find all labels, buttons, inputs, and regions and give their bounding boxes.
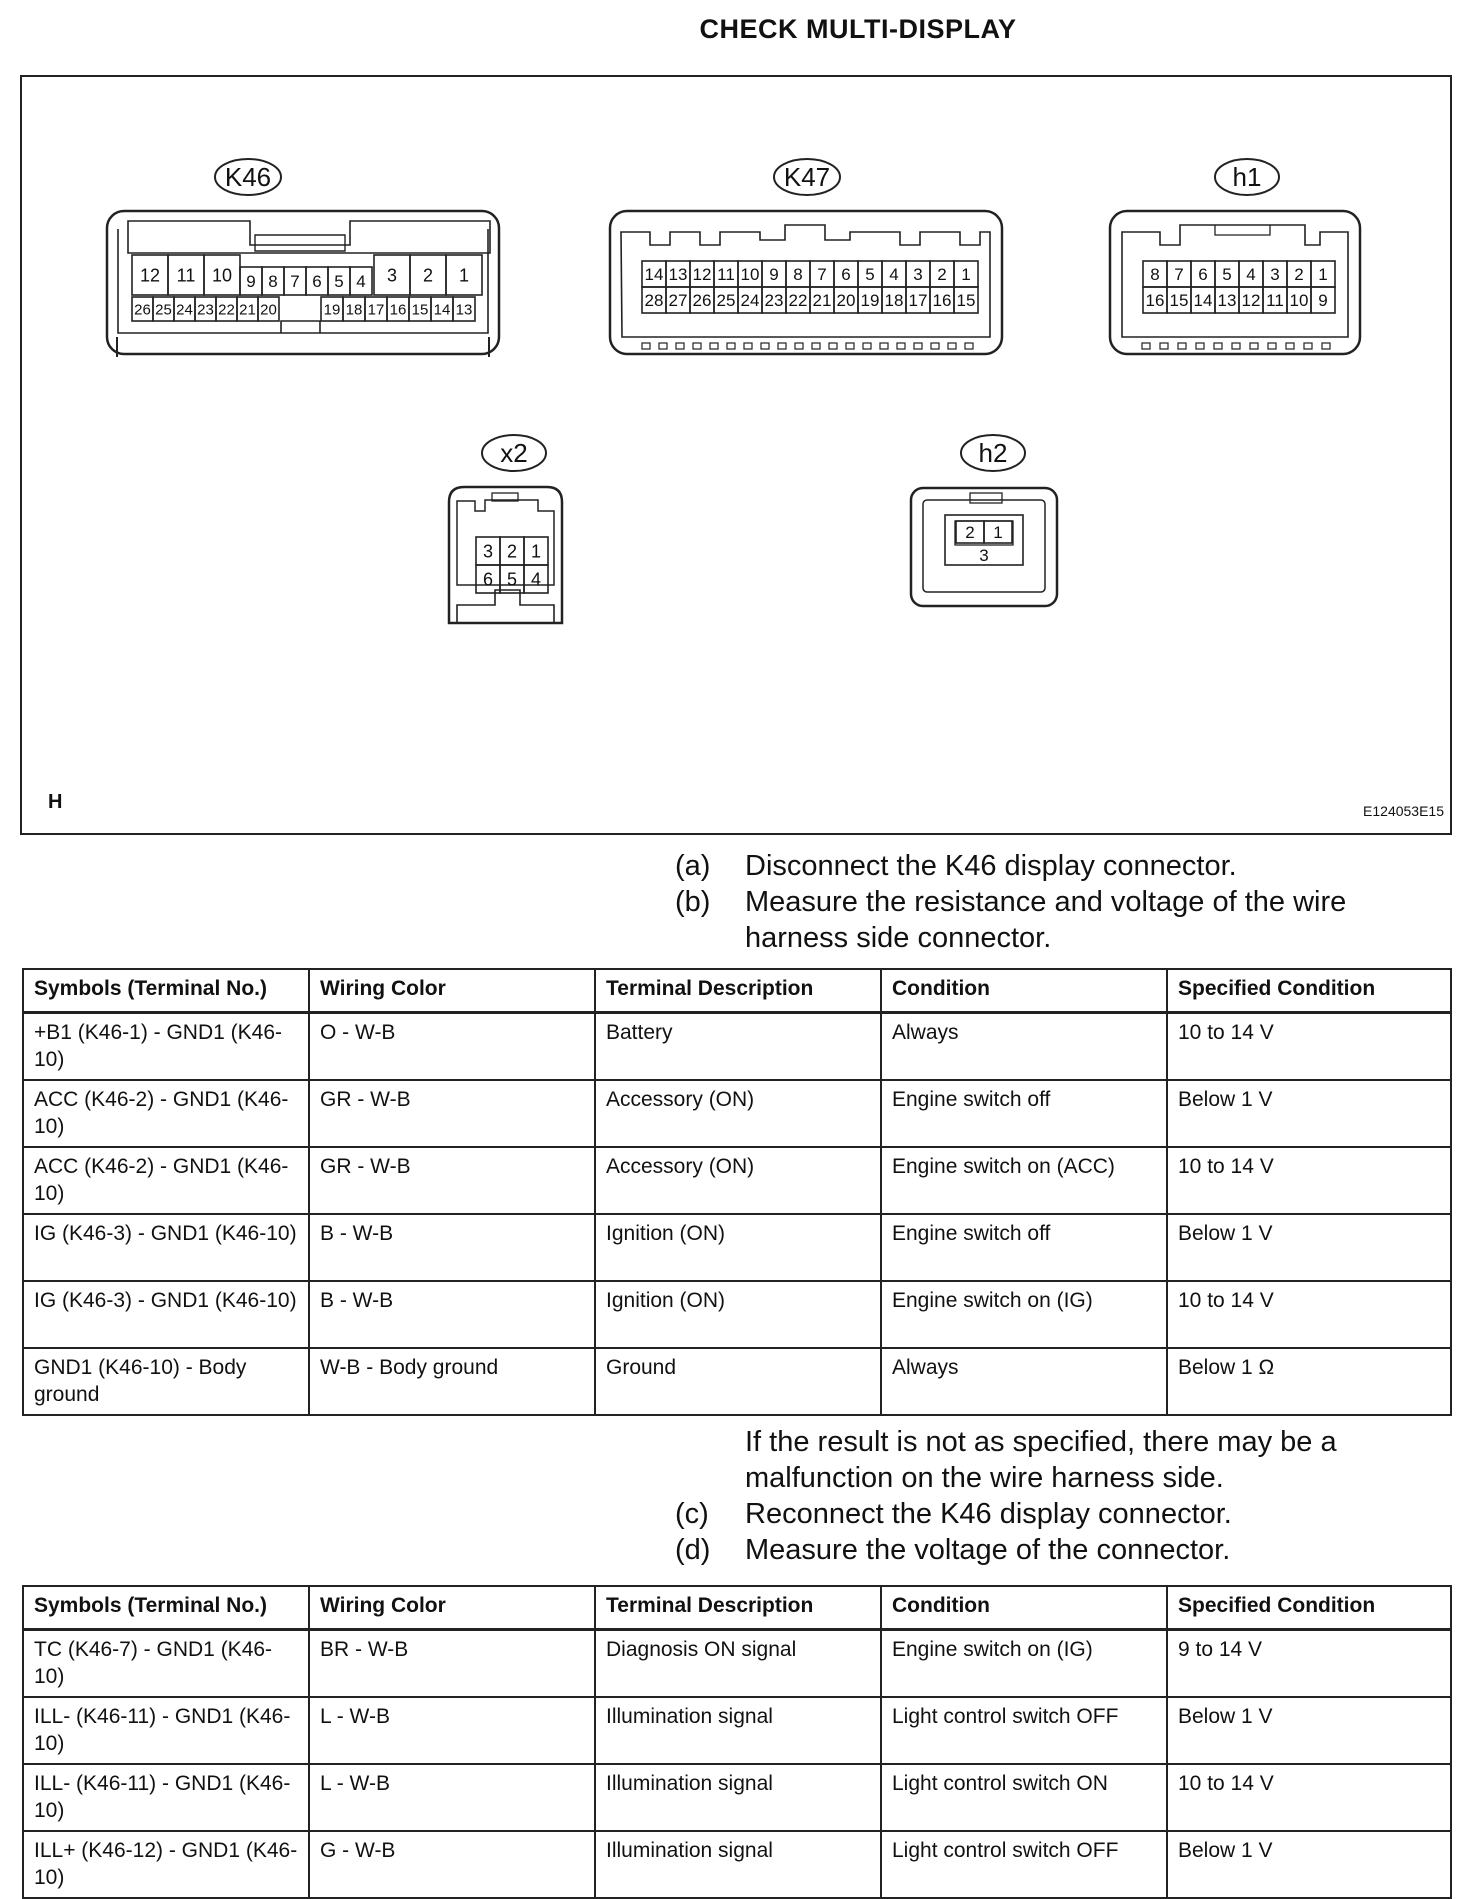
table-row xyxy=(23,1348,1451,1415)
table-cell: Engine switch on (IG) xyxy=(881,1281,1167,1348)
terminal-number: 28 xyxy=(644,291,664,311)
result-note: If the result is not as specified, there may be a malfunction on the wire harness side. xyxy=(745,1426,1337,1494)
table-cell: Ignition (ON) xyxy=(595,1281,881,1348)
terminal-number: 14 xyxy=(1193,291,1213,311)
table-row xyxy=(23,1214,1451,1281)
figure-corner-label: H xyxy=(48,791,63,813)
table-cell: 10 to 14 V xyxy=(1167,1764,1451,1831)
table-row xyxy=(23,1697,1451,1764)
connector-label-k47: K47 xyxy=(783,162,831,192)
terminal-number: 14 xyxy=(433,301,451,319)
terminal-number: 1 xyxy=(961,265,971,285)
terminal-number: 6 xyxy=(1198,265,1208,285)
terminal-number: 5 xyxy=(865,265,875,285)
terminal-number: 2 xyxy=(422,265,434,286)
terminal-number: 2 xyxy=(506,541,518,562)
terminal-number: 10 xyxy=(211,265,233,286)
steps-disconnect-measure xyxy=(675,848,1435,956)
connector-diagram xyxy=(20,75,1452,835)
terminal-number: 19 xyxy=(860,291,880,311)
terminal-number: 7 xyxy=(817,265,827,285)
table-cell: 10 to 14 V xyxy=(1167,1281,1451,1348)
table-cell: 10 to 14 V xyxy=(1167,1147,1451,1214)
table-cell: Always xyxy=(881,1013,1167,1081)
step-text: Measure the resistance and voltage of the wire harness side connector. xyxy=(745,886,1347,954)
terminal-number: 17 xyxy=(367,301,385,319)
terminal-number: 13 xyxy=(1217,291,1237,311)
terminal-number: 16 xyxy=(1145,291,1165,311)
terminal-number: 13 xyxy=(668,265,688,285)
table-cell: Light control switch OFF xyxy=(881,1697,1167,1764)
table-cell: Accessory (ON) xyxy=(595,1080,881,1147)
terminal-number: 4 xyxy=(356,272,366,292)
column-header: Condition xyxy=(881,969,1167,1013)
table-cell: ACC (K46-2) - GND1 (K46-10) xyxy=(23,1147,309,1214)
table-cell: Engine switch off xyxy=(881,1214,1167,1281)
terminal-number: 7 xyxy=(290,272,300,292)
table-cell: Below 1 V xyxy=(1167,1831,1451,1898)
figure-id: E124053E15 xyxy=(1363,803,1444,819)
column-header: Wiring Color xyxy=(309,1586,595,1630)
table-row xyxy=(23,1147,1451,1214)
terminal-number: 4 xyxy=(1246,265,1256,285)
terminal-number: 9 xyxy=(1318,291,1328,311)
terminal-number: 21 xyxy=(239,301,256,319)
table-cell: GND1 (K46-10) - Body ground xyxy=(23,1348,309,1415)
terminal-number: 7 xyxy=(1174,265,1184,285)
terminal-number: 22 xyxy=(218,301,235,319)
terminal-number: 8 xyxy=(268,272,278,292)
table-cell: Illumination signal xyxy=(595,1764,881,1831)
terminal-number: 12 xyxy=(692,265,712,285)
step-label: (c) xyxy=(675,1498,709,1530)
terminal-number: 16 xyxy=(932,291,952,311)
table-cell: Light control switch OFF xyxy=(881,1831,1167,1898)
step-item xyxy=(675,848,1435,884)
table-cell: L - W-B xyxy=(309,1697,595,1764)
terminal-number: 25 xyxy=(155,301,172,319)
table-cell: Below 1 V xyxy=(1167,1697,1451,1764)
step-text: Measure the voltage of the connector. xyxy=(745,1534,1231,1566)
table-cell: GR - W-B xyxy=(309,1147,595,1214)
step-text: Disconnect the K46 display connector. xyxy=(745,850,1237,882)
connector-x2-body xyxy=(449,487,562,623)
table-cell: Below 1 V xyxy=(1167,1214,1451,1281)
connector-label-k46: K46 xyxy=(224,162,272,192)
table-cell: Illumination signal xyxy=(595,1831,881,1898)
terminal-number: 24 xyxy=(740,291,760,311)
connector-label-h1: h1 xyxy=(1232,162,1262,192)
terminal-number: 1 xyxy=(530,541,542,562)
table-cell: Light control switch ON xyxy=(881,1764,1167,1831)
table-cell: Engine switch off xyxy=(881,1080,1167,1147)
table-cell: Accessory (ON) xyxy=(595,1147,881,1214)
terminal-number: 11 xyxy=(176,265,196,286)
terminal-number: 15 xyxy=(956,291,976,311)
terminal-number: 20 xyxy=(836,291,856,311)
terminal-number: 11 xyxy=(1266,291,1284,311)
table-cell: IG (K46-3) - GND1 (K46-10) xyxy=(23,1214,309,1281)
table-cell: Below 1 Ω xyxy=(1167,1348,1451,1415)
step-text: Reconnect the K46 display connector. xyxy=(745,1498,1232,1530)
terminal-number: 16 xyxy=(389,301,407,319)
terminal-number: 12 xyxy=(139,265,161,286)
table-cell: GR - W-B xyxy=(309,1080,595,1147)
column-header: Symbols (Terminal No.) xyxy=(23,1586,309,1630)
step-label: (b) xyxy=(675,886,711,918)
column-header: Terminal Description xyxy=(595,969,881,1013)
terminal-number: 4 xyxy=(889,265,899,285)
table-cell: ILL+ (K46-12) - GND1 (K46-10) xyxy=(23,1831,309,1898)
table-cell: ILL- (K46-11) - GND1 (K46-10) xyxy=(23,1764,309,1831)
table-cell: Below 1 V xyxy=(1167,1080,1451,1147)
table-cell: G - W-B xyxy=(309,1831,595,1898)
steps-reconnect-measure xyxy=(675,1424,1435,1568)
terminal-number: 1 xyxy=(458,265,470,286)
table-header-row xyxy=(23,969,1451,1013)
terminal-number: 3 xyxy=(913,265,923,285)
terminal-number: 22 xyxy=(788,291,808,311)
terminal-number: 17 xyxy=(908,291,928,311)
table-cell: L - W-B xyxy=(309,1764,595,1831)
table-cell: W-B - Body ground xyxy=(309,1348,595,1415)
step-item xyxy=(675,1496,1435,1532)
terminal-number: 9 xyxy=(769,265,779,285)
terminal-number: 26 xyxy=(692,291,712,311)
terminal-number: 10 xyxy=(740,265,760,285)
step-item xyxy=(675,884,1435,956)
step-label: (d) xyxy=(675,1534,711,1566)
terminal-number: 26 xyxy=(134,301,151,319)
terminal-number: 25 xyxy=(716,291,736,311)
terminal-number: 1 xyxy=(993,523,1003,543)
column-header: Terminal Description xyxy=(595,1586,881,1630)
terminal-number: 2 xyxy=(965,523,975,543)
terminal-number: 27 xyxy=(668,291,688,311)
terminal-number: 6 xyxy=(482,569,494,590)
terminal-number: 6 xyxy=(312,272,322,292)
terminal-number: 6 xyxy=(841,265,851,285)
terminal-number: 23 xyxy=(764,291,784,311)
table-cell: O - W-B xyxy=(309,1013,595,1081)
connector-label-x2: x2 xyxy=(500,438,528,468)
table-row xyxy=(23,1630,1451,1698)
table-cell: +B1 (K46-1) - GND1 (K46-10) xyxy=(23,1013,309,1081)
terminal-number: 19 xyxy=(323,301,341,319)
terminal-number: 5 xyxy=(1222,265,1232,285)
table-row xyxy=(23,1764,1451,1831)
spec-table-harness-side xyxy=(22,968,1452,1416)
table-row xyxy=(23,1013,1451,1081)
terminal-number: 3 xyxy=(482,541,494,562)
terminal-number: 21 xyxy=(812,291,832,311)
terminal-number: 3 xyxy=(1270,265,1280,285)
column-header: Specified Condition xyxy=(1167,969,1451,1013)
terminal-number: 18 xyxy=(884,291,904,311)
table-cell: Engine switch on (ACC) xyxy=(881,1147,1167,1214)
terminal-number: 14 xyxy=(644,265,664,285)
table-cell: Battery xyxy=(595,1013,881,1081)
column-header: Symbols (Terminal No.) xyxy=(23,969,309,1013)
step-label: (a) xyxy=(675,850,711,882)
table-cell: B - W-B xyxy=(309,1281,595,1348)
terminal-number: 1 xyxy=(1318,265,1328,285)
connector-label-h2: h2 xyxy=(978,438,1008,468)
table-cell: Diagnosis ON signal xyxy=(595,1630,881,1698)
terminal-number: 11 xyxy=(717,265,735,285)
terminal-number: 20 xyxy=(260,301,277,319)
table-cell: TC (K46-7) - GND1 (K46-10) xyxy=(23,1630,309,1698)
terminal-number: 13 xyxy=(455,301,473,319)
column-header: Wiring Color xyxy=(309,969,595,1013)
terminal-number: 3 xyxy=(386,265,398,286)
terminal-number: 5 xyxy=(506,569,518,590)
table-cell: Illumination signal xyxy=(595,1697,881,1764)
table-cell: 9 to 14 V xyxy=(1167,1630,1451,1698)
spec-table-connector-voltage xyxy=(22,1585,1452,1899)
column-header: Specified Condition xyxy=(1167,1586,1451,1630)
table-header-row xyxy=(23,1586,1451,1630)
terminal-number: 3 xyxy=(979,546,989,565)
table-cell: Engine switch on (IG) xyxy=(881,1630,1167,1698)
table-cell: IG (K46-3) - GND1 (K46-10) xyxy=(23,1281,309,1348)
terminal-number: 8 xyxy=(793,265,803,285)
table-cell: ILL- (K46-11) - GND1 (K46-10) xyxy=(23,1697,309,1764)
terminal-number: 18 xyxy=(345,301,363,319)
table-cell: Ignition (ON) xyxy=(595,1214,881,1281)
terminal-number: 2 xyxy=(937,265,947,285)
table-row xyxy=(23,1831,1451,1898)
table-cell: 10 to 14 V xyxy=(1167,1013,1451,1081)
table-row xyxy=(23,1080,1451,1147)
terminal-number: 23 xyxy=(197,301,214,319)
table-row xyxy=(23,1281,1451,1348)
table-cell: ACC (K46-2) - GND1 (K46-10) xyxy=(23,1080,309,1147)
terminal-number: 24 xyxy=(176,301,193,319)
page-title: CHECK MULTI-DISPLAY xyxy=(699,14,1017,44)
column-header: Condition xyxy=(881,1586,1167,1630)
terminal-number: 10 xyxy=(1289,291,1309,311)
terminal-number: 15 xyxy=(411,301,429,319)
terminal-number: 12 xyxy=(1241,291,1261,311)
table-cell: BR - W-B xyxy=(309,1630,595,1698)
step-item xyxy=(675,1532,1435,1568)
terminal-number: 4 xyxy=(530,569,542,590)
terminal-number: 15 xyxy=(1169,291,1189,311)
table-cell: B - W-B xyxy=(309,1214,595,1281)
table-cell: Ground xyxy=(595,1348,881,1415)
terminal-number: 9 xyxy=(246,272,256,292)
terminal-number: 2 xyxy=(1294,265,1304,285)
terminal-number: 5 xyxy=(334,272,344,292)
terminal-number: 8 xyxy=(1150,265,1160,285)
table-cell: Always xyxy=(881,1348,1167,1415)
